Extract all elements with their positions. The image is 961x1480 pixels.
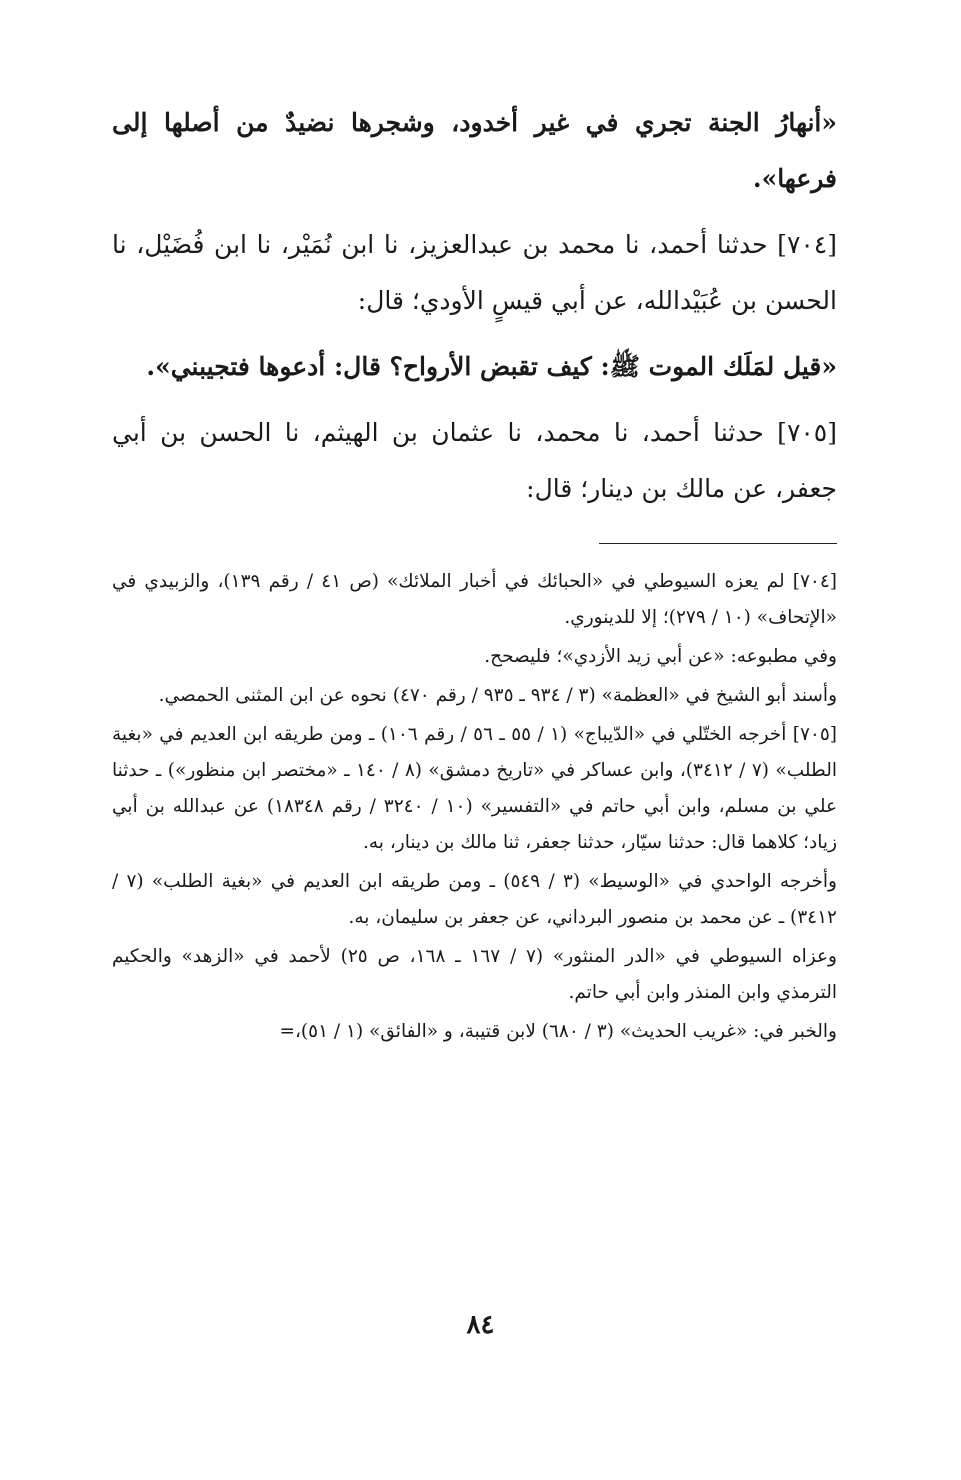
- footnote-paragraph: والخبر في: «غريب الحديث» (٣ / ٦٨٠) لابن قتيبة، و «الفائق» (١ / ٥١)،=: [279, 1021, 837, 1042]
- page-number: ٨٤: [466, 1310, 495, 1340]
- footnote-paragraph: وعزاه السيوطي في «الدر المنثور» (٧ / ١٦٧ ـ ١٦٨، ص ٢٥) لأحمد في «الزهد» والحكيم الترمذي وابن المنذر وابن أبي حاتم.: [112, 946, 837, 1003]
- page-body: [112, 95, 837, 1050]
- footnote-paragraph: [٧٠٥] أخرجه الختّلي في «الدّيباج» (١ / ٥٥ ـ ٥٦ / رقم ١٠٦) ـ ومن طريقه ابن العديم في «بغية الطلب» (٧ / ٣٤١٢)، وابن عساكر في «تاريخ دمشق» (٨ / ١٤٠ ـ «مختصر ابن منظور») ـ حدثنا علي بن مسلم، وابن أبي حاتم في «التفسير» (١٠ / ٣٢٤٠ / رقم ١٨٣٤٨) عن عبدالله بن أبي زياد؛ كلاهما قال: حدثنا سيّار، حدثنا جعفر، ثنا مالك بن دينار، به.: [112, 724, 838, 853]
- footnote-divider: [599, 543, 837, 544]
- main-text: [112, 95, 837, 517]
- footnote-paragraph: وأسند أبو الشيخ في «العظمة» (٣ / ٩٣٤ ـ ٩٣٥ / رقم ٤٧٠) نحوه عن ابن المثنى الحمصي.: [158, 685, 837, 706]
- footnote-paragraph: وأخرجه الواحدي في «الوسيط» (٣ / ٥٤٩) ـ ومن طريقه ابن العديم في «بغية الطلب» (٧ / ٣٤١٢) ـ عن محمد بن منصور البرداني، عن جعفر بن سليمان، به.: [112, 871, 837, 928]
- footnote-paragraph: وفي مطبوعه: «عن أبي زيد الأزدي»؛ فليصحح.: [484, 646, 837, 667]
- quote-paragraph: «أنهارُ الجنة تجري في غير أخدود، وشجرها نضيدٌ من أصلها إلى فرعها».: [112, 108, 837, 193]
- footnotes: [112, 564, 837, 1050]
- footnote-paragraph: [٧٠٤] لم يعزه السيوطي في «الحبائك في أخبار الملائك» (ص ٤١ / رقم ١٣٩)، والزبيدي في «الإتحاف» (١٠ / ٢٧٩)؛ إلا للدينوري.: [112, 571, 838, 628]
- hadith-chain-704: [٧٠٤] حدثنا أحمد، نا محمد بن عبدالعزيز، نا ابن نُمَيْر، نا ابن فُضَيْل، نا الحسن بن عُبَيْدالله، عن أبي قيسٍ الأودي؛ قال:: [112, 230, 837, 315]
- quote-paragraph: «قيل لمَلَك الموت ﷺ: كيف تقبض الأرواح؟ قال: أدعوها فتجيبني».: [146, 352, 837, 381]
- hadith-chain-705: [٧٠٥] حدثنا أحمد، نا محمد، نا عثمان بن الهيثم، نا الحسن بن أبي جعفر، عن مالك بن دينار؛ قال:: [112, 418, 837, 503]
